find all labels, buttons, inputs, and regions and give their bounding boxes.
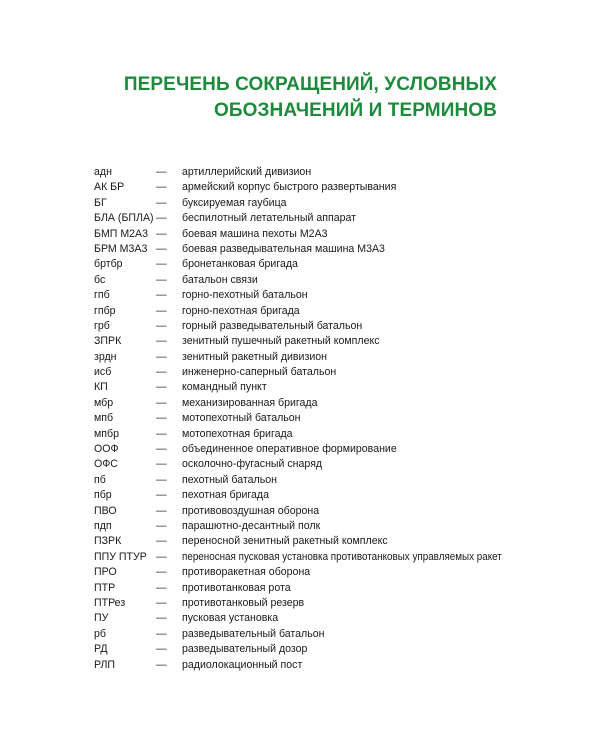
abbreviation: ПЗРК	[94, 535, 122, 548]
list-item	[94, 411, 574, 426]
abbreviation: БМП М2А3	[94, 227, 149, 240]
dash-separator: —	[156, 627, 167, 640]
list-item	[94, 288, 574, 303]
definition: мотопехотная бригада	[182, 427, 293, 440]
abbreviation: РД	[94, 643, 108, 656]
list-item	[94, 396, 574, 411]
page-title-line-1: ПЕРЕЧЕНЬ СОКРАЩЕНИЙ, УСЛОВНЫХ	[123, 74, 497, 95]
dash-separator: —	[156, 181, 167, 194]
definition: беспилотный летательный аппарат	[182, 212, 356, 225]
abbreviation: РЛП	[94, 658, 116, 671]
list-item	[94, 334, 574, 349]
definition: радиолокационный пост	[182, 658, 303, 671]
list-item	[94, 273, 574, 288]
dash-separator: —	[156, 242, 167, 255]
definition: разведывательный дозор	[182, 643, 308, 656]
definition: зенитный ракетный дивизион	[182, 350, 327, 363]
definition: механизированная бригада	[182, 396, 318, 409]
definition: армейский корпус быстрого развертывания	[182, 181, 397, 194]
list-item	[94, 627, 574, 642]
definition: бронетанковая бригада	[182, 258, 298, 271]
definition: переносная пусковая установка противотанковых управляемых ракет	[182, 550, 502, 563]
dash-separator: —	[156, 258, 167, 271]
dash-separator: —	[156, 658, 167, 671]
abbreviation: ЗПРК	[94, 335, 122, 348]
abbreviation: пбр	[94, 489, 112, 502]
definition: командный пункт	[182, 381, 267, 394]
definition: артиллерийский дивизион	[182, 166, 312, 178]
list-item	[94, 596, 574, 611]
list-item	[94, 473, 574, 488]
list-item	[94, 196, 574, 211]
dash-separator: —	[156, 443, 167, 456]
abbreviation: исб	[94, 366, 112, 379]
dash-separator: —	[156, 335, 167, 348]
abbreviation: рб	[94, 627, 106, 640]
definition: разведывательный батальон	[182, 627, 325, 640]
list-item	[94, 242, 574, 257]
dash-separator: —	[156, 550, 167, 563]
definition: горно-пехотная бригада	[182, 304, 300, 317]
definition: боевая разведывательная машина М3А3	[182, 242, 385, 255]
abbreviation-list	[94, 165, 574, 673]
abbreviation: пб	[94, 473, 106, 486]
list-item	[94, 550, 574, 565]
abbreviation: пдп	[94, 519, 112, 532]
dash-separator: —	[156, 289, 167, 302]
abbreviation: ПВО	[94, 504, 117, 517]
dash-separator: —	[156, 273, 167, 286]
list-item	[94, 488, 574, 503]
dash-separator: —	[156, 473, 167, 486]
dash-separator: —	[156, 319, 167, 332]
abbreviation: ППУ ПТУР	[94, 550, 147, 563]
abbreviation: ПРО	[94, 566, 117, 579]
definition: осколочно-фугасный снаряд	[182, 458, 323, 471]
abbreviation: ПТРез	[94, 596, 126, 609]
definition: горно-пехотный батальон	[182, 289, 308, 302]
dash-separator: —	[156, 412, 167, 425]
abbreviation: мбр	[94, 396, 114, 409]
abbreviation: БРМ М3А3	[94, 242, 148, 255]
dash-separator: —	[156, 196, 167, 209]
definition: мотопехотный батальон	[182, 412, 301, 425]
list-item	[94, 534, 574, 549]
abbreviation: бртбр	[94, 258, 123, 271]
definition: пехотная бригада	[182, 489, 269, 502]
list-item	[94, 427, 574, 442]
abbreviation: ПТР	[94, 581, 116, 594]
abbreviation: мпб	[94, 412, 114, 425]
dash-separator: —	[156, 643, 167, 656]
dash-separator: —	[156, 566, 167, 579]
abbreviation: грб	[94, 319, 110, 332]
dash-separator: —	[156, 535, 167, 548]
definition: инженерно-саперный батальон	[182, 366, 337, 379]
dash-separator: —	[156, 504, 167, 517]
list-item	[94, 658, 574, 673]
list-item	[94, 211, 574, 226]
list-item	[94, 350, 574, 365]
page-title	[77, 72, 497, 124]
dash-separator: —	[156, 212, 167, 225]
list-item	[94, 504, 574, 519]
definition: парашютно-десантный полк	[182, 519, 321, 532]
list-item	[94, 257, 574, 272]
definition: противотанковый резерв	[182, 596, 305, 609]
definition: боевая машина пехоты М2А3	[182, 227, 328, 240]
dash-separator: —	[156, 581, 167, 594]
abbreviation: КП	[94, 381, 108, 394]
list-item	[94, 319, 574, 334]
list-item	[94, 519, 574, 534]
definition: противоракетная оборона	[182, 566, 311, 579]
definition: пехотный батальон	[182, 473, 277, 486]
abbreviation: ОФС	[94, 458, 118, 471]
dash-separator: —	[156, 458, 167, 471]
definition: батальон связи	[182, 273, 258, 286]
dash-separator: —	[156, 489, 167, 502]
abbreviation: ПУ	[94, 612, 109, 625]
definition: объединенное оперативное формирование	[182, 443, 397, 456]
dash-separator: —	[156, 304, 167, 317]
list-item	[94, 180, 574, 195]
list-item	[94, 642, 574, 657]
definition: противотанковая рота	[182, 581, 291, 594]
dash-separator: —	[156, 396, 167, 409]
list-item	[94, 457, 574, 472]
abbreviation: БГ	[94, 196, 107, 209]
list-item	[94, 304, 574, 319]
dash-separator: —	[156, 596, 167, 609]
definition: пусковая установка	[182, 612, 279, 625]
definition: переносной зенитный ракетный комплекс	[182, 535, 388, 548]
abbreviation: зрдн	[94, 350, 117, 363]
list-item	[94, 365, 574, 380]
list-item	[94, 611, 574, 626]
abbreviation: гпб	[94, 289, 110, 302]
abbreviation: бс	[94, 273, 106, 286]
definition: буксируемая гаубица	[182, 196, 287, 209]
definition: горный разведывательный батальон	[182, 319, 363, 332]
dash-separator: —	[156, 381, 167, 394]
list-item	[94, 380, 574, 395]
dash-separator: —	[156, 519, 167, 532]
list-item	[94, 565, 574, 580]
list-item	[94, 581, 574, 596]
page-title-line-2: ОБОЗНАЧЕНИЙ И ТЕРМИНОВ	[214, 100, 497, 121]
dash-separator: —	[156, 350, 167, 363]
dash-separator: —	[156, 427, 167, 440]
dash-separator: —	[156, 366, 167, 379]
list-item	[94, 165, 574, 180]
definition: зенитный пушечный ракетный комплекс	[182, 335, 380, 348]
dash-separator: —	[156, 166, 167, 178]
definition: противовоздушная оборона	[182, 504, 320, 517]
list-item	[94, 227, 574, 242]
dash-separator: —	[156, 227, 167, 240]
abbreviation: АК БР	[94, 181, 125, 194]
abbreviation: ООФ	[94, 443, 119, 456]
abbreviation: БЛА (БПЛА)	[94, 212, 154, 225]
abbreviation: мпбр	[94, 427, 119, 440]
dash-separator: —	[156, 612, 167, 625]
abbreviation: гпбр	[94, 304, 116, 317]
abbreviation: адн	[94, 166, 112, 178]
list-item	[94, 442, 574, 457]
